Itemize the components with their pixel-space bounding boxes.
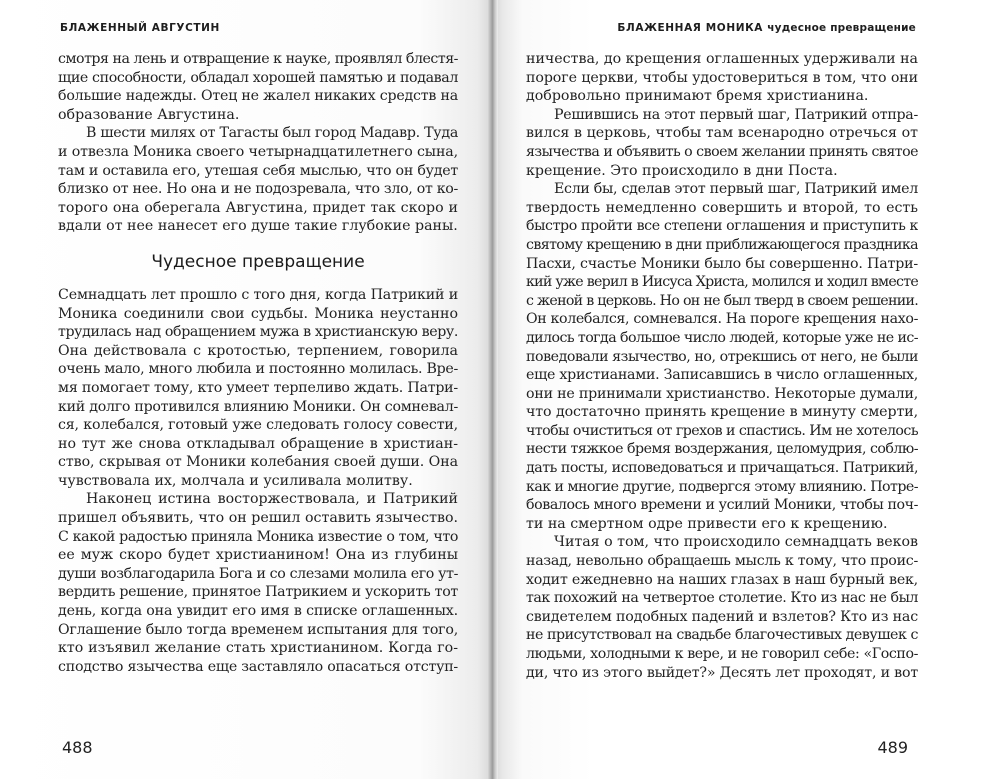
text-line: так похожий на четвертое столетие. Кто из нас не был bbox=[526, 590, 918, 607]
text-line: Читая о том, что происходило семнадцать веков bbox=[554, 534, 918, 551]
text-line: пороге церкви, чтобы удостовериться в том, что они bbox=[526, 69, 918, 86]
text-line: как и многие другие, подвергся этому влиянию. Потре- bbox=[526, 478, 918, 495]
text-line: Оглашение было тогда временем испытания для того, bbox=[58, 621, 458, 638]
text-line: ство, скрывая от Моники колебания своей души. Она bbox=[58, 454, 458, 471]
page-number-right: 489 bbox=[877, 738, 908, 757]
text-line: твердость немедленно совершить и второй, то есть bbox=[526, 199, 918, 216]
text-line: ти на смертном одре привести его к крещению. bbox=[526, 515, 888, 532]
text-line: еще христианами. Записавшись в число оглашенных, bbox=[526, 367, 918, 384]
text-line: большие надежды. Отец не жалел никаких средств на bbox=[58, 88, 458, 105]
text-line: Моника соединили свои судьбы. Моника неустанно bbox=[58, 305, 458, 322]
text-line: назад, невольно обращаешь мысль к тому, что проис- bbox=[526, 553, 918, 570]
text-line: с женой в церковь. Но он не был тверд в своем решении. bbox=[526, 292, 918, 309]
text-line: Наконец истина восторжествовала, и Патрикий bbox=[86, 491, 458, 508]
right-page bbox=[492, 0, 1000, 779]
left-text-block-1 bbox=[58, 50, 458, 236]
text-line: Он колебался, сомневался. На пороге крещения нахо- bbox=[526, 311, 918, 328]
text-line: ди, что из этого выйдет?» Десять лет проходят, и вот bbox=[526, 664, 918, 681]
text-line: бовалось много времени и усилий Моники, чтобы поч- bbox=[526, 497, 918, 514]
right-page-body bbox=[526, 50, 918, 682]
text-line: ничества, до крещения оглашенных удерживали на bbox=[526, 51, 918, 67]
text-line: С какой радостью приняла Моника известие о том, что bbox=[58, 528, 458, 545]
text-line: чтобы очиститься от грехов и спастись. Им не хотелось bbox=[526, 422, 918, 439]
text-line: Пасхи, счастье Моники было бы совершенно. Патри- bbox=[526, 255, 918, 272]
text-line: вердить решение, принятое Патрикием и ускорить тот bbox=[58, 584, 458, 601]
book-gutter bbox=[488, 0, 498, 779]
text-line: поведовали язычество, но, отрекшись от него, не были bbox=[526, 348, 918, 365]
left-page bbox=[0, 0, 492, 779]
text-line: пришел объявить, что он решил оставить язычество. bbox=[58, 510, 458, 527]
text-line: свидетелем подобных падений и взлетов? Кто из нас bbox=[526, 608, 918, 625]
text-line: кто изъявил желание стать христианином. Когда го- bbox=[58, 640, 458, 657]
text-line: нести тяжкое бремя воздержания, целомудрия, соблю- bbox=[526, 441, 918, 458]
text-line: ее муж скоро будет христианином! Она из глубины bbox=[58, 547, 458, 564]
text-line: не присутствовал на свадьбе благочестивых девушек с bbox=[526, 627, 918, 644]
right-text-block bbox=[526, 50, 918, 682]
text-line: смотря на лень и отвращение к науке, проявлял блестя- bbox=[58, 51, 458, 67]
text-line: Если бы, сделав этот первый шаг, Патрикий имел bbox=[554, 181, 918, 198]
text-line: но тут же снова откладывал обращение в христиан- bbox=[58, 435, 458, 452]
text-line: кий долго противился влиянию Моники. Он сомневал- bbox=[58, 398, 458, 415]
text-line: мя помогает тому, кто умеет терпеливо ждать. Патри- bbox=[58, 379, 458, 396]
section-heading: Чудесное превращение bbox=[151, 251, 365, 272]
text-line: язычества и объявить о своем желании принять святое bbox=[526, 143, 918, 160]
text-line: торого она оберегала Августина, придет так скоро и bbox=[58, 199, 458, 216]
text-line: дилось тогда большое число людей, которые уже не ис- bbox=[526, 329, 918, 346]
text-line: образование Августина. bbox=[58, 106, 240, 123]
page-number-left: 488 bbox=[62, 738, 93, 757]
running-head-title: БЛАЖЕННАЯ МОНИКА bbox=[617, 22, 763, 34]
running-head-left: БЛАЖЕННЫЙ АВГУСТИН bbox=[60, 22, 220, 34]
text-line: они не принимали христианство. Некоторые думали, bbox=[526, 385, 918, 402]
text-line: вдали от нее нанесет его душе такие глубокие раны. bbox=[58, 218, 458, 235]
text-line: людьми, холодными к вере, и не говорил себе: «Госпо- bbox=[526, 646, 918, 662]
text-line: вился в церковь, чтобы там всенародно отречься от bbox=[526, 125, 918, 142]
text-line: кий уже верил в Иисуса Христа, молился и ходил вместе bbox=[526, 274, 918, 291]
text-line: очень мало, много любила и постоянно молилась. Вре- bbox=[58, 361, 458, 378]
text-line: крещение. Это происходило в дни Поста. bbox=[526, 162, 838, 179]
text-line: трудилась над обращением мужа в христианскую веру. bbox=[58, 324, 458, 341]
text-line: Решившись на этот первый шаг, Патрикий отпра- bbox=[554, 106, 918, 123]
text-line: близко от нее. Но она и не подозревала, что зло, от ко- bbox=[58, 181, 458, 198]
text-line: и отвезла Моника своего четырнадцатилетнего сына, bbox=[58, 143, 458, 160]
text-line: Она действовала с кротостью, терпением, говорила bbox=[58, 342, 458, 359]
text-line: щие способности, обладал хорошей памятью и подавал bbox=[58, 69, 458, 86]
text-line: души возблагодарила Бога и со слезами молила его ут- bbox=[58, 565, 458, 582]
text-line: там и оставила его, утешая себя мыслью, что он будет bbox=[58, 162, 458, 179]
text-line: что достаточно принять крещение в минуту смерти, bbox=[526, 404, 918, 421]
text-line: ся, колебался, готовый уже следовать голосу совести, bbox=[58, 417, 458, 434]
text-line: день, когда она увидит его имя в списке оглашенных. bbox=[58, 603, 458, 620]
text-line: чувствовала их, молчала и усиливала молитву. bbox=[58, 472, 413, 489]
running-head-right bbox=[617, 20, 916, 36]
text-line: В шести милях от Тагасты был город Мадавр. Туда bbox=[86, 125, 458, 142]
text-line: Семнадцать лет прошло с того дня, когда Патрикий и bbox=[58, 286, 458, 303]
left-page-body bbox=[58, 50, 458, 676]
text-line: ходит ежедневно на наших глазах в наш бурный век, bbox=[526, 571, 918, 588]
text-line: сподство язычества еще заставляло опасаться отступ- bbox=[58, 658, 458, 675]
text-line: святому крещению в дни приближающегося праздника bbox=[526, 236, 918, 253]
text-line: добровольно принимают бремя христианина. bbox=[526, 88, 869, 105]
running-head-subtitle: чудесное превращение bbox=[767, 22, 916, 34]
text-line: быстро пройти все степени оглашения и приступить к bbox=[526, 218, 918, 235]
left-text-block-2 bbox=[58, 286, 458, 676]
text-line: дать посты, исповедоваться и причащаться. Патрикий, bbox=[526, 460, 918, 477]
